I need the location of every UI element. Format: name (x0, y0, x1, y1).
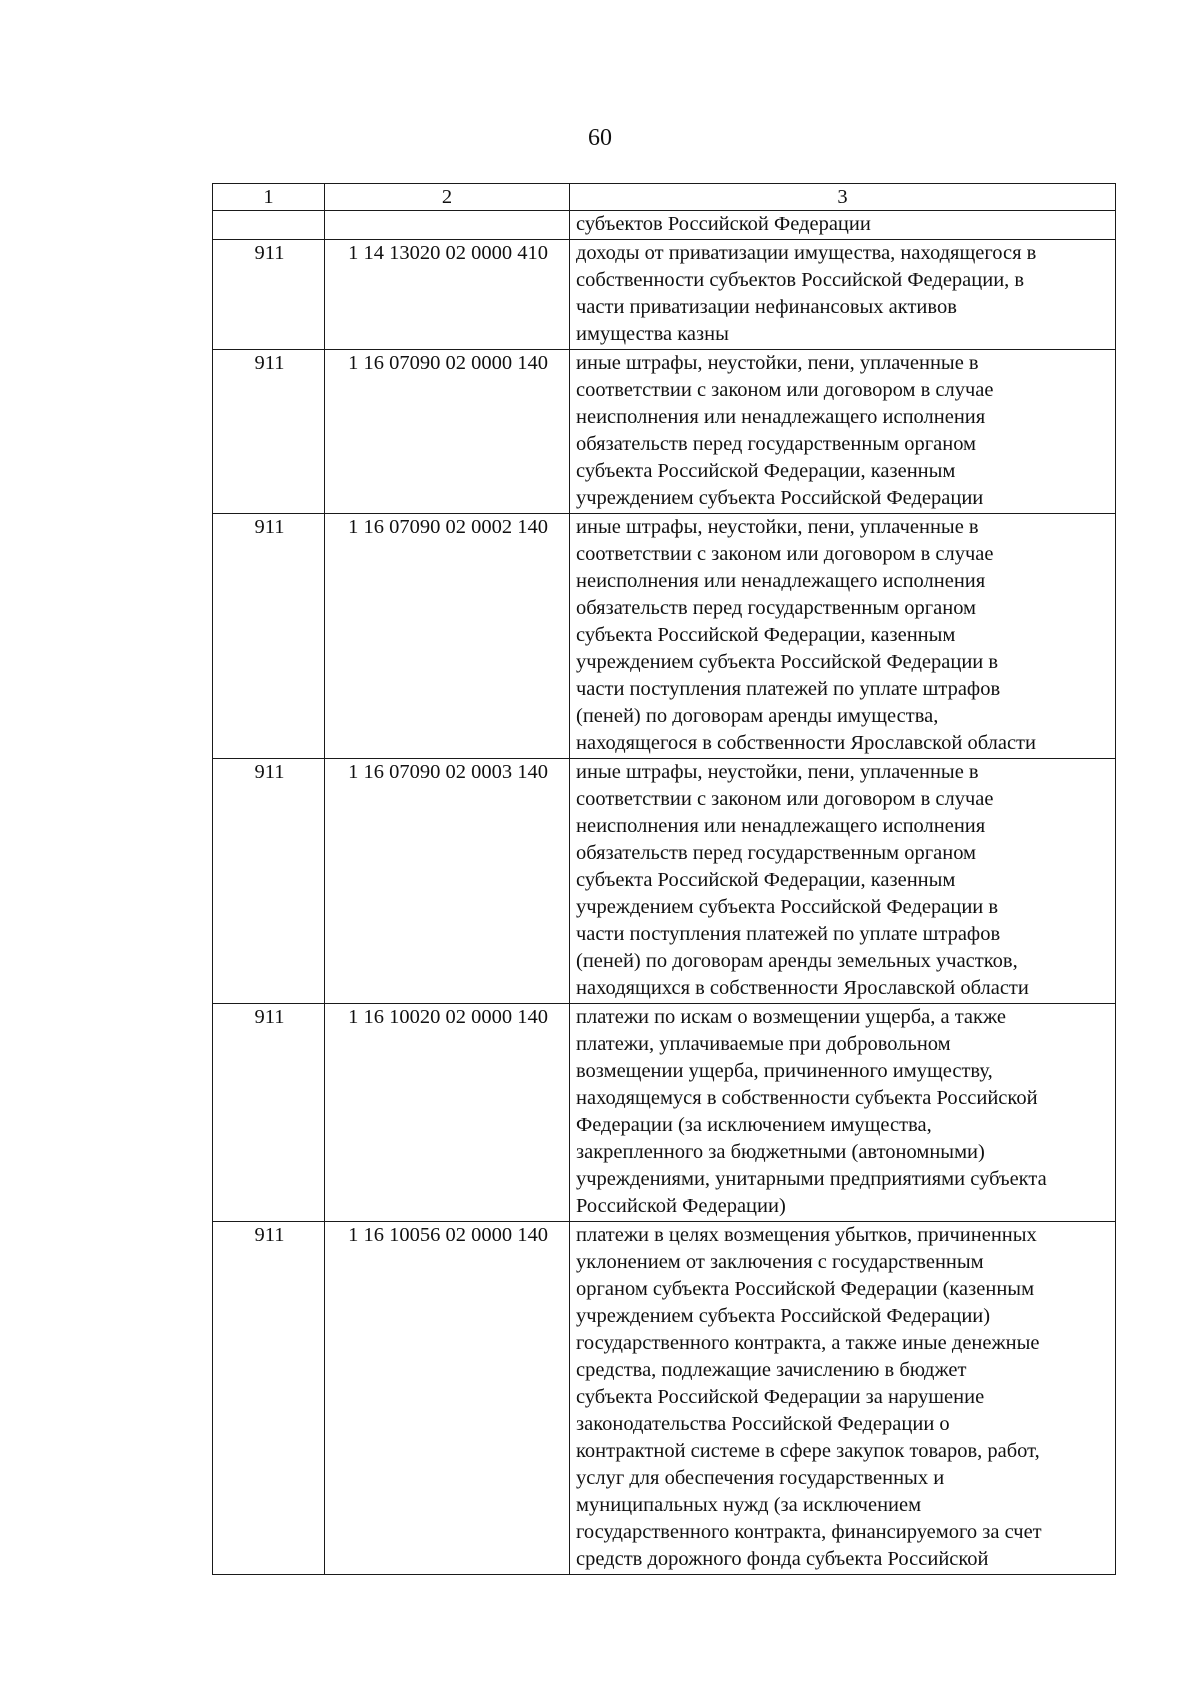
description-line: обязательств перед государственным органом (576, 597, 977, 619)
revenue-code-cell: 1 16 07090 02 0002 140 (325, 514, 570, 759)
description-line: (пеней) по договорам аренды земельных участков, (576, 950, 1018, 972)
header-row (213, 184, 1116, 211)
description-line: учреждением субъекта Российской Федерации в (576, 896, 999, 918)
description-line: имущества казны (576, 323, 729, 345)
description-line: иные штрафы, неустойки, пени, уплаченные в (576, 761, 979, 783)
description-line: государственного контракта, финансируемого за счет (576, 1521, 1042, 1543)
revenue-code-cell: 1 16 10020 02 0000 140 (325, 1004, 570, 1222)
description-cell (570, 514, 1116, 759)
description-line: контрактной системе в сфере закупок товаров, работ, (576, 1440, 1040, 1462)
description-line: платежи, уплачиваемые при добровольном (576, 1033, 951, 1055)
description-cell (570, 1004, 1116, 1222)
description-cell (570, 240, 1116, 350)
table-row (213, 240, 1116, 350)
description-line: соответствии с законом или договором в случае (576, 379, 994, 401)
description-line: Российской Федерации) (576, 1195, 786, 1217)
table-row (213, 1004, 1116, 1222)
revenue-codes-table (212, 183, 1116, 1575)
description-line: услуг для обеспечения государственных и (576, 1467, 945, 1489)
table-row (213, 514, 1116, 759)
revenue-code-cell: 1 16 07090 02 0003 140 (325, 759, 570, 1004)
table-row (213, 211, 1116, 240)
page-number: 60 (588, 125, 612, 151)
description-line: части поступления платежей по уплате штрафов (576, 678, 1001, 700)
header-col-1: 1 (213, 184, 325, 211)
description-line: закрепленного за бюджетными (автономными) (576, 1141, 985, 1163)
table-header (213, 184, 1116, 211)
description-cell (570, 759, 1116, 1004)
admin-code-cell: 911 (213, 1004, 325, 1222)
admin-code-cell: 911 (213, 759, 325, 1004)
revenue-code-cell (325, 211, 570, 240)
table-row (213, 759, 1116, 1004)
table-row (213, 350, 1116, 514)
description-line: субъектов Российской Федерации (576, 213, 871, 235)
revenue-code-cell: 1 16 07090 02 0000 140 (325, 350, 570, 514)
description-line: учреждением субъекта Российской Федерации в (576, 651, 999, 673)
description-cell (570, 350, 1116, 514)
description-line: неисполнения или ненадлежащего исполнения (576, 570, 986, 592)
revenue-code-cell: 1 14 13020 02 0000 410 (325, 240, 570, 350)
description-line: обязательств перед государственным органом (576, 433, 977, 455)
description-line: средств дорожного фонда субъекта Российской (576, 1548, 989, 1570)
description-line: находящегося в собственности Ярославской области (576, 732, 1036, 754)
description-line: неисполнения или ненадлежащего исполнения (576, 406, 986, 428)
revenue-code-cell: 1 16 10056 02 0000 140 (325, 1222, 570, 1575)
admin-code-cell: 911 (213, 240, 325, 350)
description-line: находящемуся в собственности субъекта Российской (576, 1087, 1038, 1109)
description-line: уклонением от заключения с государственным (576, 1251, 984, 1273)
description-line: обязательств перед государственным органом (576, 842, 977, 864)
table-row (213, 1222, 1116, 1575)
description-line: собственности субъектов Российской Федерации, в (576, 269, 1025, 291)
admin-code-cell (213, 211, 325, 240)
description-line: субъекта Российской Федерации, казенным (576, 624, 956, 646)
description-line: (пеней) по договорам аренды имущества, (576, 705, 939, 727)
description-line: учреждением субъекта Российской Федерации) (576, 1305, 991, 1327)
description-line: законодательства Российской Федерации о (576, 1413, 950, 1435)
description-line: муниципальных нужд (за исключением (576, 1494, 922, 1516)
description-line: субъекта Российской Федерации, казенным (576, 869, 956, 891)
description-line: находящихся в собственности Ярославской области (576, 977, 1029, 999)
description-line: неисполнения или ненадлежащего исполнения (576, 815, 986, 837)
table-body (213, 211, 1116, 1575)
description-line: субъекта Российской Федерации за нарушение (576, 1386, 985, 1408)
description-line: соответствии с законом или договором в случае (576, 788, 994, 810)
description-line: доходы от приватизации имущества, находящегося в (576, 242, 1037, 264)
description-line: соответствии с законом или договором в случае (576, 543, 994, 565)
description-line: государственного контракта, а также иные денежные (576, 1332, 1040, 1354)
description-line: части приватизации нефинансовых активов (576, 296, 957, 318)
description-line: учреждением субъекта Российской Федерации (576, 487, 984, 509)
description-cell (570, 1222, 1116, 1575)
description-line: органом субъекта Российской Федерации (казенным (576, 1278, 1035, 1300)
description-line: иные штрафы, неустойки, пени, уплаченные в (576, 516, 979, 538)
description-line: платежи в целях возмещения убытков, причиненных (576, 1224, 1037, 1246)
admin-code-cell: 911 (213, 1222, 325, 1575)
admin-code-cell: 911 (213, 350, 325, 514)
header-col-2: 2 (325, 184, 570, 211)
description-line: средства, подлежащие зачислению в бюджет (576, 1359, 967, 1381)
description-cell (570, 211, 1116, 240)
admin-code-cell: 911 (213, 514, 325, 759)
header-col-3: 3 (570, 184, 1116, 211)
description-line: возмещении ущерба, причиненного имуществу, (576, 1060, 993, 1082)
description-line: учреждениями, унитарными предприятиями субъекта (576, 1168, 1047, 1190)
description-line: иные штрафы, неустойки, пени, уплаченные в (576, 352, 979, 374)
description-line: части поступления платежей по уплате штрафов (576, 923, 1001, 945)
description-line: платежи по искам о возмещении ущерба, а также (576, 1006, 1006, 1028)
description-line: субъекта Российской Федерации, казенным (576, 460, 956, 482)
description-line: Федерации (за исключением имущества, (576, 1114, 932, 1136)
